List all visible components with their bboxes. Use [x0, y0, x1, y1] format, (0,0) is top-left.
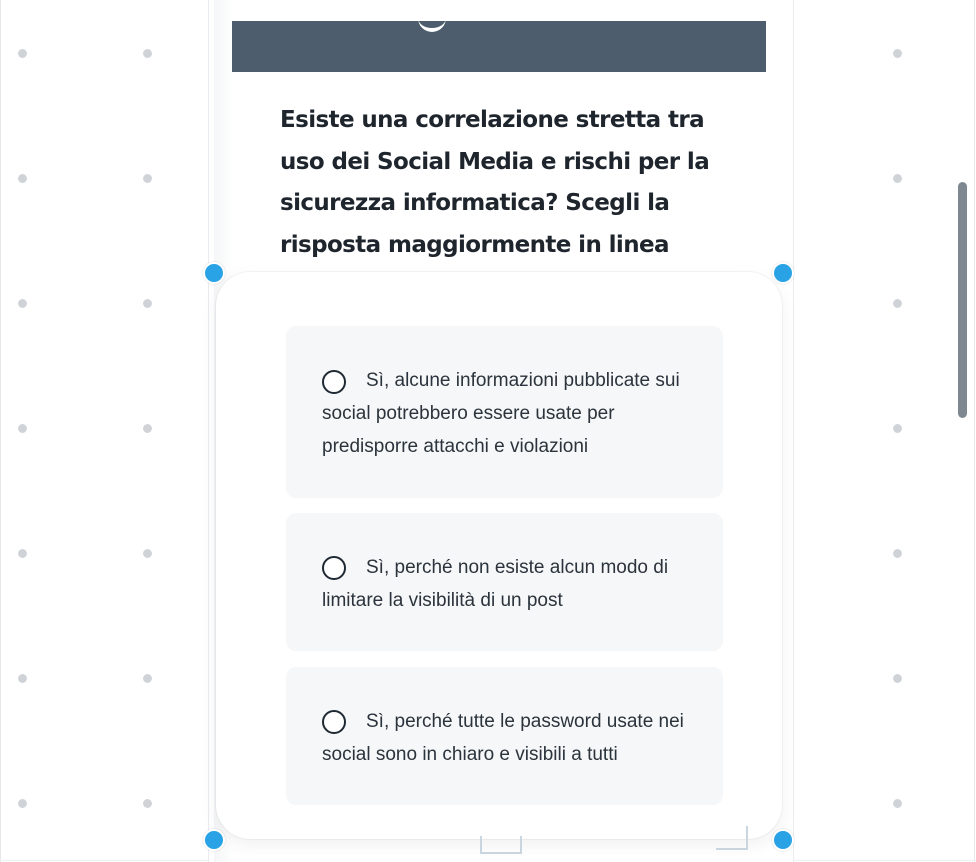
resize-handle-bottom-right[interactable] — [772, 829, 794, 851]
slide-decoration — [716, 826, 748, 850]
vertical-scrollbar[interactable] — [958, 182, 967, 418]
canvas-edge-left — [0, 0, 1, 862]
answer-option-1[interactable] — [286, 326, 723, 498]
answer-option-label: Sì, perché tutte le password usate nei social sono in chiaro e visibili a tutti — [322, 711, 684, 765]
question-line: Esiste una correlazione stretta tra — [280, 107, 705, 133]
canvas-edge-right — [974, 0, 975, 862]
answer-option-label: Sì, perché non esiste alcun modo di limitare la visibilità di un post — [322, 557, 669, 611]
answer-option-3[interactable] — [286, 667, 723, 805]
resize-handle-bottom-left[interactable] — [203, 829, 225, 851]
question-line: uso dei Social Media e rischi per la — [280, 148, 710, 175]
question-header-bar — [232, 21, 766, 72]
question-line: risposta maggiormente in linea — [280, 231, 669, 258]
resize-handle-top-left[interactable] — [203, 262, 225, 284]
answer-option-2[interactable] — [286, 513, 723, 651]
slide-decoration — [480, 836, 522, 854]
resize-handle-top-right[interactable] — [772, 262, 794, 284]
answer-option-label: Sì, alcune informazioni pubblicate sui social potrebbero essere usate per predisporre attacchi e violazioni — [322, 370, 680, 457]
question-line: sicurezza informatica? Scegli la — [280, 190, 670, 216]
